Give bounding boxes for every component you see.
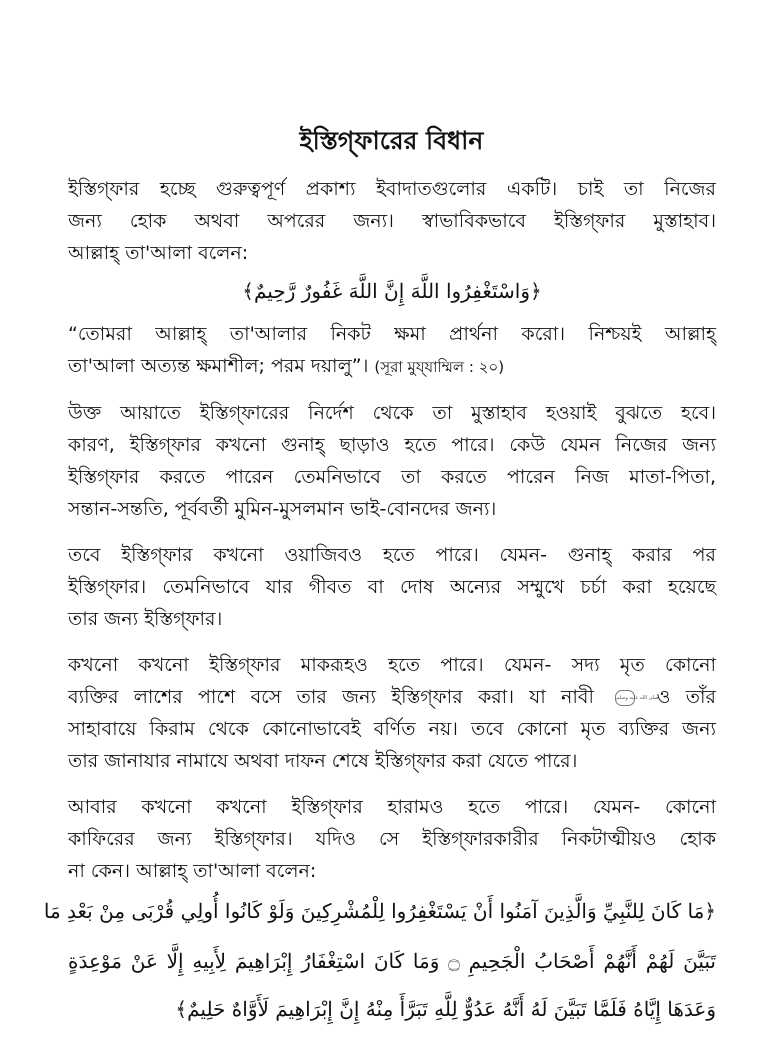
translation-1-line-1: “তোমরা আল্লাহ্‌ তা'আলার নিকট ক্ষমা প্রার্থনা করো। নিশ্চয়ই আল্লাহ্‌ [68,323,716,345]
paragraph-1-line-3: আল্লাহ্‌ তা'আলা বলেন: [68,242,249,264]
paragraph-3-line-1: তবে ইস্তিগ্‌ফার কখনো ওয়াজিবও হতে পারে। যেমন- গুনাহ্‌ করার পর [68,544,716,566]
paragraph-2-line-2: কারণ, ইস্তিগ্‌ফার কখনো গুনাহ্‌ ছাড়াও হতে পারে। কেউ যেমন নিজের জন্য [68,434,716,456]
quran-verse-2-line-3: وَعَدَهَا إِيَّاهُ فَلَمَّا تَبَيَّنَ لَهُ أَنَّهُ عَدُوٌّ لِلَّهِ تَبَرَّأَ مِنْهُ إِنَّ إِبْرَاهِيمَ لَأَوَّاهٌ حَلِيمٌ﴾ [175,997,716,1021]
quran-verse-2-line-1: ﴿مَا كَانَ لِلنَّبِيِّ وَالَّذِينَ آمَنُوا أَنْ يَسْتَغْفِرُوا لِلْمُشْرِكِينَ وَلَوْ كَانُوا أُولِي قُرْبَى مِنْ بَعْدِ مَا [43,899,716,923]
paragraph-1-line-2: জন্য হোক অথবা অপরের জন্য। স্বাভাবিকভাবে ইস্তিগ্‌ফার মুস্তাহাব। [68,210,716,232]
paragraph-3-line-2: ইস্তিগ্‌ফার। তেমনিভাবে যার গীবত বা দোষ অন্যের সম্মুখে চর্চা করা হয়েছে [68,576,716,598]
paragraph-4-line-3: সাহাবায়ে কিরাম থেকে কোনোভাবেই বর্ণিত নয়। তবে কোনো মৃত ব্যক্তির জন্য [68,718,716,740]
paragraph-1-line-1: ইস্তিগ্‌ফার হচ্ছে গুরুত্বপূর্ণ প্রকাশ্য ইবাদাতগুলোর একটি। চাই তা নিজের [68,178,716,200]
paragraph-2-line-1: উক্ত আয়াতে ইস্তিগ্‌ফারের নির্দেশ থেকে তা মুস্তাহাব হওয়াই বুঝতে হবে। [68,402,716,424]
translation-1-line-2 [68,352,716,381]
translation-1-text: তা'আলা অত্যন্ত ক্ষমাশীল; পরম দয়ালু”। [68,355,369,377]
paragraph-4-line-1: কখনো কখনো ইস্তিগ্‌ফার মাকরূহও হতে পারে। যেমন- সদ্য মৃত কোনো [68,654,716,676]
paragraph-4-line-2 [68,683,716,711]
paragraph-4-line-4: তার জানাযার নামাযে অথবা দাফন শেষে ইস্তিগ্‌ফার করা যেতে পারে। [68,750,578,772]
paragraph-2-line-4: সন্তান-সন্ততি, পূর্ববর্তী মুমিন-মুসলমান ভাই-বোনদের জন্য। [68,498,497,520]
paragraph-2-line-3: ইস্তিগ্‌ফার করতে পারেন তেমনিভাবে তা করতে পারেন নিজ মাতা-পিতা, [68,466,716,488]
surah-citation: (সূরা মুয্‌যাম্মিল : ২০) [374,358,505,376]
paragraph-5-line-1: আবার কখনো কখনো ইস্তিগ্‌ফার হারামও হতে পারে। যেমন- কোনো [68,796,716,818]
paragraph-5-line-2: কাফিরের জন্য ইস্তিগ্‌ফার। যদিও সে ইস্তিগ্‌ফারকারীর নিকটাত্মীয়ও হোক [68,828,716,850]
quran-verse-1: ﴿وَاسْتَغْفِرُوا اللَّهَ إِنَّ اللَّهَ غَفُورٌ رَّحِيمٌ﴾ [242,279,542,303]
paragraph-3-line-3: তার জন্য ইস্তিগ্‌ফার। [68,608,223,630]
paragraph-5-line-3: না কেন। আল্লাহ্‌ তা'আলা বলেন: [68,860,317,882]
salawat-honorific-icon: صلى الله عليه وسلم [615,690,635,706]
paragraph-4-line-2-text: ব্যক্তির লাশের পাশে বসে তার জন্য ইস্তিগ্‌ফার করা। যা নাবী [68,686,594,708]
quran-verse-2-line-2: تَبَيَّنَ لَهُمْ أَنَّهُمْ أَصْحَابُ الْجَحِيمِ ۝ وَمَا كَانَ اسْتِغْفَارُ إِبْرَاهِيمَ لِأَبِيهِ إِلَّا عَنْ مَوْعِدَةٍ [68,949,716,973]
paragraph-4-line-2-end: ও তাঁর [656,686,716,708]
page-title: ইস্তিগ্‌ফারের বিধান [299,126,484,155]
